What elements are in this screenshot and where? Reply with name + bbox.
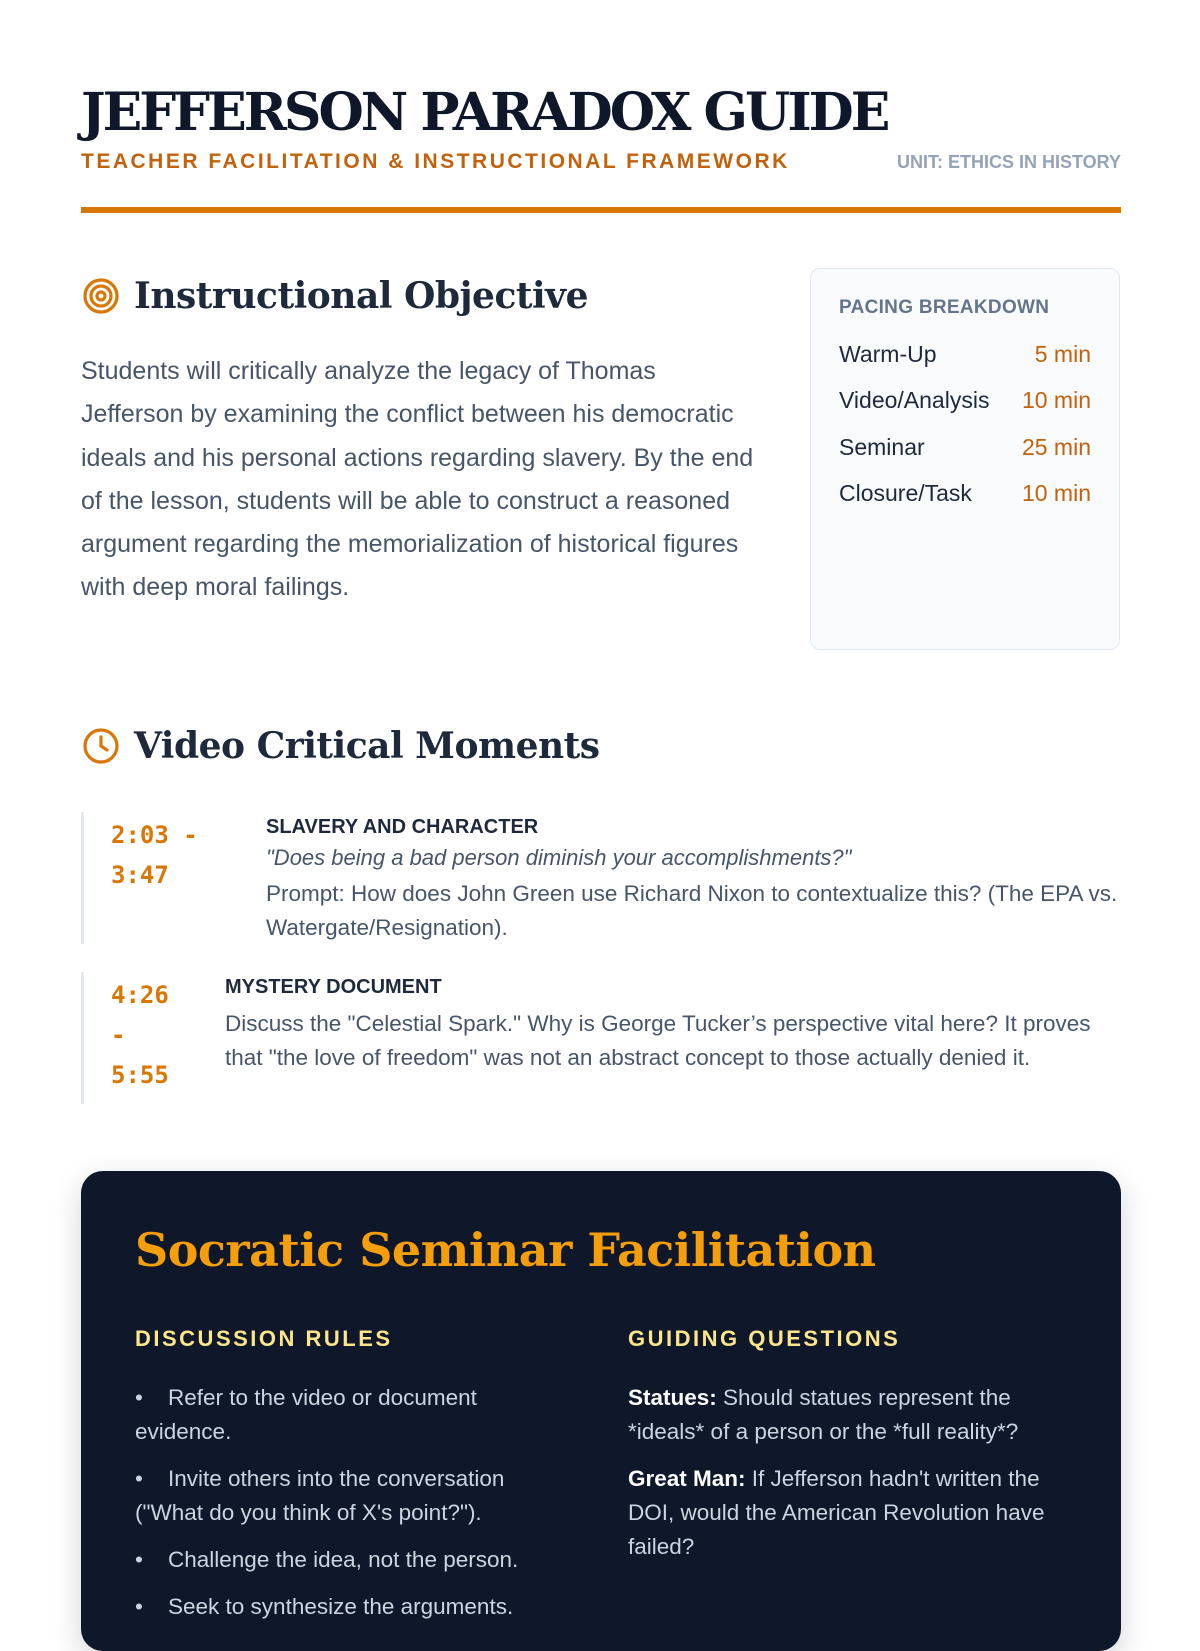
page-subtitle: TEACHER FACILITATION & INSTRUCTIONAL FRAMEWORK [81, 150, 790, 173]
moment-quote: "Does being a bad person diminish your accomplishments?" [266, 845, 852, 870]
list-item: • Invite others into the conversation ("What do you think of X's point?"). [135, 1466, 505, 1525]
list-item: • Seek to synthesize the arguments. [135, 1594, 514, 1619]
seminar-panel [81, 1171, 1121, 1651]
pacing-title: PACING BREAKDOWN [839, 297, 1050, 318]
clock-icon [81, 726, 121, 766]
moment-timestamp: 2:03 - 3:47 [111, 821, 198, 889]
rule-text: Invite others into the conversation ("What do you think of X's point?"). [135, 1466, 505, 1525]
rule-text: Refer to the video or document evidence. [135, 1385, 477, 1444]
pacing-time: 10 min [1021, 480, 1091, 507]
objective-heading [81, 275, 588, 317]
moments-heading [81, 725, 600, 767]
pacing-row [839, 378, 1091, 425]
rule-text: Seek to synthesize the arguments. [168, 1594, 514, 1619]
page-title: JEFFERSON PARADOX GUIDE [81, 82, 888, 143]
target-icon [81, 276, 121, 316]
unit-label: UNIT: ETHICS IN HISTORY [896, 152, 1121, 172]
pacing-time: 10 min [1021, 387, 1091, 414]
moment-item [81, 972, 1121, 1104]
moment-prompt: Prompt: How does John Green use Richard Nixon to contextualize this? (The EPA vs. Watergate/Resignation). [266, 881, 1118, 940]
pacing-card [810, 268, 1120, 650]
moment-prompt: Discuss the "Celestial Spark." Why is George Tucker’s perspective vital here? It proves that "the love of freedom" was not an abstract concept to those actually denied it. [225, 1011, 1091, 1070]
guiding-question [628, 1381, 1078, 1449]
moments-title: Video Critical Moments [134, 725, 600, 767]
seminar-title: Socratic Seminar Facilitation [135, 1223, 876, 1277]
moment-timestamp: 4:26 - 5:55 [111, 981, 169, 1089]
rule-text: Challenge the idea, not the person. [168, 1547, 519, 1572]
question-text: If Jefferson hadn't written the DOI, would the American Revolution have failed? [628, 1466, 1045, 1559]
moment-label: MYSTERY DOCUMENT [225, 976, 442, 998]
question-text: Should statues represent the *ideals* of a person or the *full reality*? [628, 1385, 1019, 1444]
question-term: Great Man: [628, 1466, 746, 1491]
objective-title: Instructional Objective [134, 275, 589, 317]
questions-title: GUIDING QUESTIONS [628, 1326, 901, 1351]
moment-item [81, 812, 1121, 944]
question-term: Statues: [628, 1385, 717, 1410]
pacing-time: 25 min [1021, 433, 1091, 460]
moment-label: SLAVERY AND CHARACTER [266, 816, 539, 838]
pacing-row [839, 471, 1091, 518]
objective-text: Students will critically analyze the legacy of Thomas Jefferson by examining the conflict between his democratic ideals and his personal actions regarding slavery. By the end of the lesson, students will be able to construct a reasoned argument regarding the memorialization of historical figures with deep moral failings. [81, 357, 754, 602]
pacing-label: Closure/Task [839, 480, 972, 507]
rules-title: DISCUSSION RULES [135, 1326, 393, 1351]
pacing-time: 5 min [1034, 340, 1091, 367]
guiding-question [628, 1462, 1078, 1564]
pacing-label: Seminar [839, 433, 925, 460]
pacing-label: Warm-Up [839, 340, 937, 367]
pacing-label: Video/Analysis [839, 387, 990, 414]
list-item: • Challenge the idea, not the person. [135, 1547, 519, 1572]
rules-list [135, 1381, 575, 1637]
pacing-row [839, 331, 1091, 378]
pacing-row [839, 424, 1091, 471]
list-item: • Refer to the video or document evidence. [135, 1385, 477, 1444]
questions-list [628, 1381, 1078, 1577]
header-divider [81, 207, 1121, 213]
